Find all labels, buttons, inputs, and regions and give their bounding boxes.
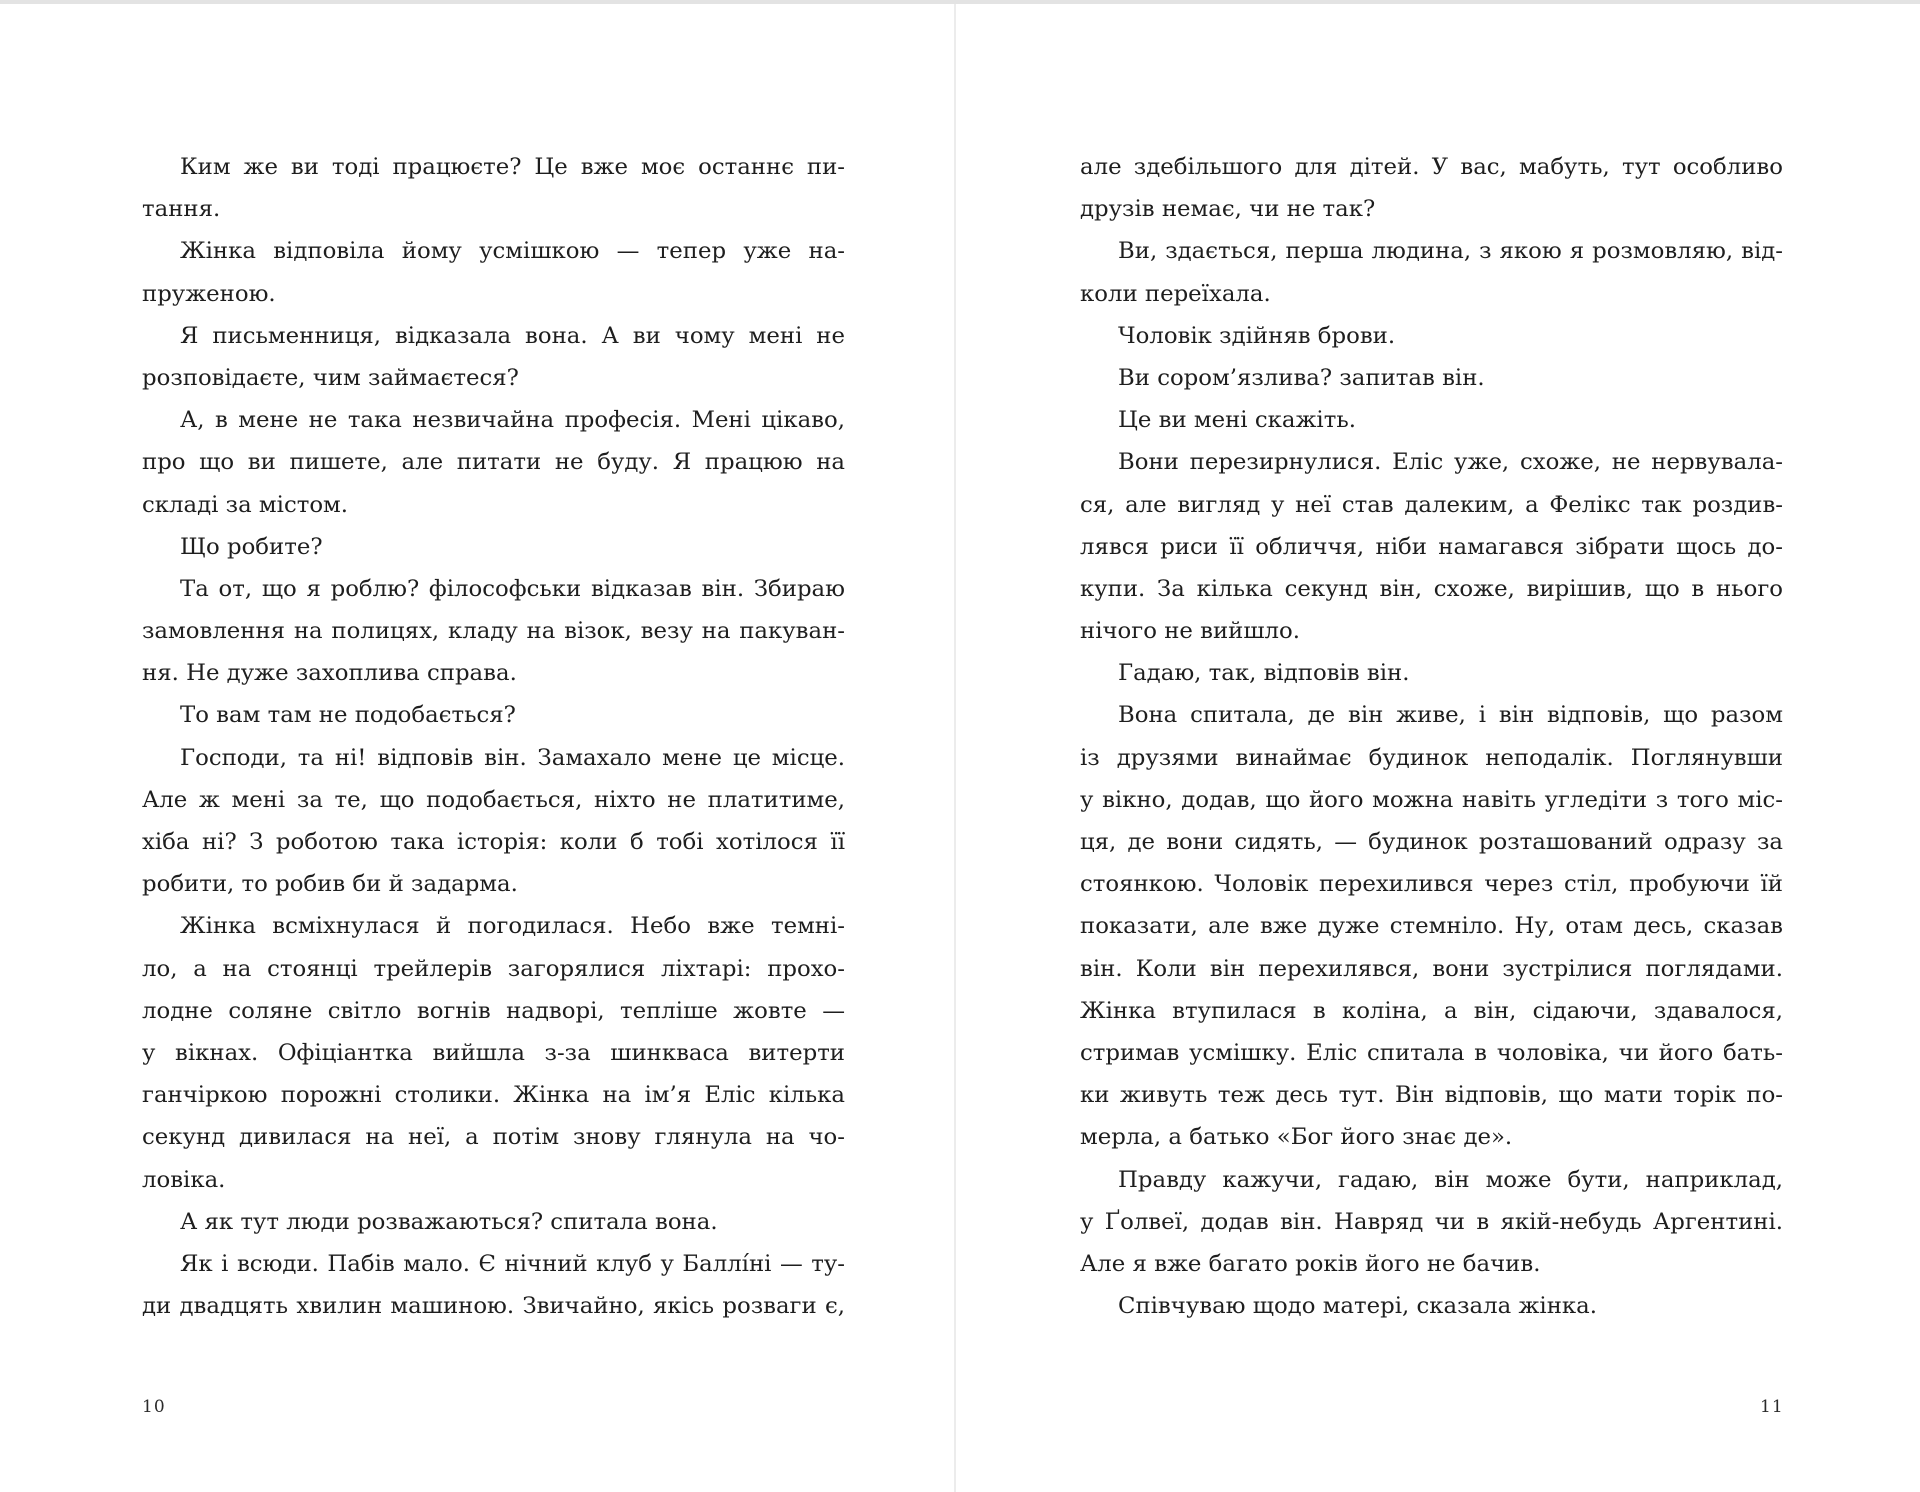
text-line: у вікно, додав, що його можна навіть угледіти з того міс- xyxy=(1080,786,1783,813)
text-line: ловіка. xyxy=(142,1166,226,1193)
text-line: хіба ні? З роботою така історія: коли б тобі хотілося її xyxy=(142,829,845,855)
text-line: лодне соляне світло вогнів надворі, тепліше жовте — xyxy=(142,997,845,1024)
text-line: він. Коли він перехилявся, вони зустрілися поглядами. xyxy=(1080,955,1783,982)
text-line: Жінка втупилася в коліна, а він, сідаючи, здавалося, xyxy=(1080,997,1783,1024)
text-line: купи. За кілька секунд він, схоже, вирішив, що в нього xyxy=(1080,575,1783,602)
text-line: складі за містом. xyxy=(142,491,349,518)
text-line: тання. xyxy=(142,196,221,223)
text-line: стримав усмішку. Еліс спитала в чоловіка, чи його бать- xyxy=(1080,1039,1783,1066)
text-line: робити, то робив би й задарма. xyxy=(142,871,518,898)
text-line: ки живуть теж десь тут. Він відповів, що мати торік по- xyxy=(1080,1082,1783,1109)
text-line: Жінка відповіла йому усмішкою — тепер уже на- xyxy=(180,238,845,265)
text-line: Вона спитала, де він живе, і він відповів, що разом xyxy=(1118,702,1783,729)
text-line: пруженою. xyxy=(142,280,276,307)
text-line: Це ви мені скажіть. xyxy=(1118,407,1356,434)
text-line: Правду кажучи, гадаю, він може бути, наприклад, xyxy=(1118,1166,1783,1193)
text-line: Жінка всміхнулася й погодилася. Небо вже темні- xyxy=(180,913,845,940)
left-page-text xyxy=(142,146,845,1327)
text-line: Співчуваю щодо матері, сказала жінка. xyxy=(1118,1293,1597,1320)
text-line: лявся риси її обличчя, ніби намагався зібрати щось до- xyxy=(1080,533,1783,560)
text-line: Вони перезирнулися. Еліс уже, схоже, не нервувала- xyxy=(1118,449,1783,476)
text-line: То вам там не подобається? xyxy=(180,702,516,729)
text-line: Як і всюди. Пабів мало. Є нічний клуб у Баллíні — ту- xyxy=(180,1250,845,1277)
text-line: Але ж мені за те, що подобається, ніхто не платитиме, xyxy=(142,786,845,813)
text-line: але здебільшого для дітей. У вас, мабуть, тут особливо xyxy=(1080,154,1783,180)
text-line: А як тут люди розважаються? спитала вона. xyxy=(180,1208,718,1235)
text-line: ло, а на стоянці трейлерів загорялися ліхтарі: прохо- xyxy=(142,955,845,982)
text-line: Господи, та ні! відповів він. Замахало мене це місце. xyxy=(180,744,845,771)
text-line: Ви сором’язлива? запитав він. xyxy=(1118,364,1485,391)
text-line: про що ви пишете, але питати не буду. Я працюю на xyxy=(142,449,845,476)
text-line: Гадаю, так, відповів він. xyxy=(1118,660,1410,687)
right-page-number: 11 xyxy=(1760,1397,1784,1417)
text-line: із друзями винаймає будинок неподалік. Поглянувши xyxy=(1080,744,1783,771)
text-line: Ви, здається, перша людина, з якою я розмовляю, від- xyxy=(1118,238,1783,265)
text-line: Та от, що я роблю? філософськи відказав він. Збираю xyxy=(180,575,845,602)
text-line: Чоловік здійняв брови. xyxy=(1118,322,1396,349)
text-line: мерла, а батько «Бог його знає де». xyxy=(1080,1124,1513,1151)
text-line: замовлення на полицях, кладу на візок, везу на пакуван- xyxy=(142,618,845,645)
text-line: Але я вже багато років його не бачив. xyxy=(1080,1250,1541,1277)
text-line: стоянкою. Чоловік перехилився через стіл, пробуючи їй xyxy=(1080,871,1783,898)
left-page-number: 10 xyxy=(142,1397,166,1417)
text-line: ся, але вигляд у неї став далеким, а Фелікс так роздив- xyxy=(1080,491,1783,518)
text-line: Ким же ви тоді працюєте? Це вже моє останнє пи- xyxy=(180,154,845,180)
text-line: Я письменниця, відказала вона. А ви чому мені не xyxy=(180,322,845,349)
text-line: ди двадцять хвилин машиною. Звичайно, якісь розваги є, xyxy=(142,1293,845,1320)
text-line: розповідаєте, чим займаєтеся? xyxy=(142,364,519,391)
right-page xyxy=(960,4,1918,1492)
text-line: друзів немає, чи не так? xyxy=(1080,196,1376,223)
text-line: ня. Не дуже захоплива справа. xyxy=(142,660,517,687)
left-page xyxy=(0,4,958,1492)
text-line: Що робите? xyxy=(180,533,323,560)
text-line: ганчіркою порожні столики. Жінка на ім’я Еліс кілька xyxy=(142,1082,845,1109)
text-line: у Ґолвеї, додав він. Навряд чи в якій-небудь Аргентині. xyxy=(1080,1208,1783,1235)
text-line: у вікнах. Офіціантка вийшла з-за шинкваса витерти xyxy=(142,1039,845,1066)
text-line: коли переїхала. xyxy=(1080,280,1271,307)
text-line: нічого не вийшло. xyxy=(1080,618,1300,645)
text-line: показати, але вже дуже стемніло. Ну, отам десь, сказав xyxy=(1080,913,1783,940)
text-line: секунд дивилася на неї, а потім знову глянула на чо- xyxy=(142,1124,845,1151)
text-line: А, в мене не така незвичайна професія. Мені цікаво, xyxy=(180,407,845,434)
right-page-text xyxy=(1080,146,1783,1327)
text-line: ця, де вони сидять, — будинок розташований одразу за xyxy=(1080,829,1783,855)
